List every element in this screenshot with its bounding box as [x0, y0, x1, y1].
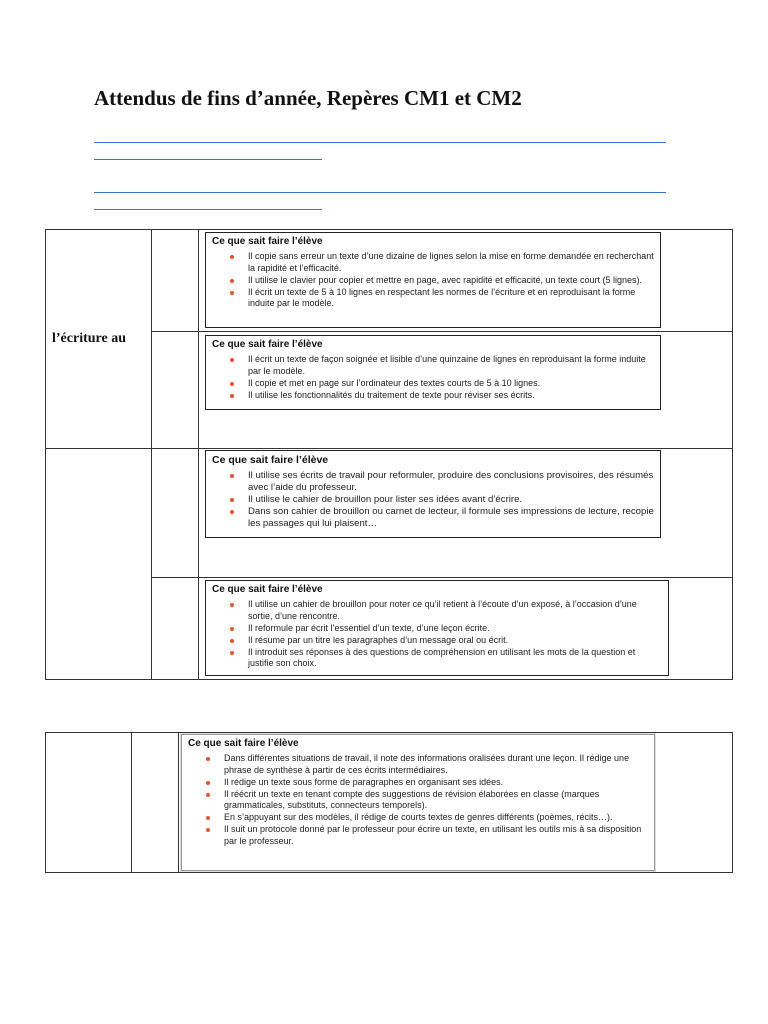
bullet-icon [230, 510, 234, 514]
list-item-text: Il utilise ses écrits de travail pour reformuler, produire des conclusions provisoires, des résumés avec l’aide du professeur. [248, 470, 654, 493]
list-item [202, 824, 648, 847]
list-item [202, 753, 648, 776]
bullet-icon [230, 651, 234, 655]
list-item-text: Il suit un protocole donné par le professeur pour écrire un texte, en utilisant les outils mis à sa disposition par le professeur. [224, 824, 642, 846]
list-item [226, 287, 654, 310]
list-item [226, 647, 662, 670]
list-item-text: Il résume par un titre les paragraphes d’un message oral ou écrit. [248, 634, 509, 645]
list-item-text: Il écrit un texte de façon soignée et lisible d’une quinzaine de lignes en reproduisant la forme induite par le modèle. [248, 354, 646, 376]
bullet-icon [230, 382, 234, 386]
bullet-icon [230, 279, 234, 283]
list-item-text: Il reformule par écrit l’essentiel d’un texte, d’une leçon écrite. [248, 622, 490, 633]
bullet-icon [206, 781, 210, 785]
table-cell [199, 230, 733, 332]
bullet-icon [230, 627, 234, 631]
list-item-text: Il réécrit un texte en tenant compte des suggestions de révision élaborées en classe (marques grammaticales, substituts, connecteurs temporels). [224, 788, 600, 810]
skill-list [188, 753, 648, 847]
list-item [226, 251, 654, 274]
list-item [226, 494, 654, 506]
skill-heading: Ce que sait faire l’élève [212, 236, 323, 247]
bullet-icon [230, 474, 234, 478]
skill-box [205, 580, 669, 676]
table-row [46, 733, 733, 873]
table-cell [152, 230, 199, 332]
list-item-text: Dans différentes situations de travail, il note des informations oralisées durant une leçon. Il rédige une phrase de synthèse à partir de ces écrits intermédiaires. [224, 753, 630, 775]
page-title: Attendus de fins d’année, Repères CM1 et CM2 [94, 86, 522, 110]
list-item [226, 378, 654, 390]
blank-link-line[interactable] [94, 209, 322, 210]
bullet-icon [206, 757, 210, 761]
list-item-text: Il utilise le cahier de brouillon pour lister ses idées avant d’écrire. [248, 494, 523, 506]
list-item-text: Il copie sans erreur un texte d’une dizaine de lignes selon la mise en forme demandée en recherchant la rapidité et l’efficacité. [248, 251, 654, 273]
list-item [226, 354, 654, 377]
table-cell [199, 332, 733, 449]
competency-table-2 [45, 732, 733, 873]
blank-link-line[interactable] [94, 192, 666, 193]
bullet-icon [230, 255, 234, 259]
bullet-icon [206, 793, 210, 797]
bullet-icon [230, 358, 234, 362]
skill-list [212, 470, 654, 530]
list-item-text: Il rédige un texte sous forme de paragraphes en organisant ses idées. [224, 776, 504, 787]
table-cell [179, 733, 733, 873]
list-item-text: Il copie et met en page sur l’ordinateur des textes courts de 5 à 10 lignes. [248, 377, 541, 388]
list-item-text: Dans son cahier de brouillon ou carnet de lecteur, il formule ses impressions de lecture, recopie les passages qui lui plaisent… [248, 506, 654, 530]
skill-box [205, 232, 661, 328]
list-item [226, 275, 654, 287]
bullet-icon [230, 603, 234, 607]
bullet-icon [230, 394, 234, 398]
list-item-text: Il utilise les fonctionnalités du traitement de texte pour réviser ses écrits. [248, 389, 535, 400]
list-item [226, 470, 654, 494]
list-item [226, 390, 654, 402]
list-item-text: Il écrit un texte de 5 à 10 lignes en respectant les normes de l’écriture et en reproduisant la forme induite par le modèle. [248, 286, 636, 308]
list-item-text: Il utilise un cahier de brouillon pour noter ce qu’il retient à l’écoute d’un exposé, à l’occasion d’une sortie, d’une rencontre. [248, 599, 637, 621]
bullet-icon [206, 816, 210, 820]
table-cell [152, 578, 199, 680]
list-item [226, 599, 662, 622]
blank-link-line[interactable] [94, 159, 322, 160]
bullet-icon [206, 828, 210, 832]
list-item [202, 777, 648, 789]
table-row [46, 230, 733, 332]
skill-heading: Ce que sait faire l’élève [188, 738, 299, 749]
table-cell [199, 578, 733, 680]
list-item [226, 623, 662, 635]
skill-list [212, 354, 654, 401]
blank-link-line[interactable] [94, 142, 666, 143]
skill-list [212, 251, 654, 310]
skill-box [181, 734, 655, 871]
skill-heading: Ce que sait faire l’élève [212, 584, 323, 595]
list-item [226, 635, 662, 647]
list-item [202, 789, 648, 812]
competency-table [45, 229, 733, 680]
row-label-cell [46, 230, 152, 449]
list-item [226, 506, 654, 530]
table-cell [46, 733, 132, 873]
table-cell [46, 449, 152, 680]
table-row [46, 449, 733, 578]
bullet-icon [230, 639, 234, 643]
bullet-icon [230, 291, 234, 295]
list-item-text: Il utilise le clavier pour copier et mettre en page, avec rapidité et efficacité, un texte court (5 lignes). [248, 274, 643, 285]
skill-box [205, 450, 661, 538]
list-item [202, 812, 648, 824]
skill-list [212, 599, 662, 670]
table-cell [152, 332, 199, 449]
table-cell [199, 449, 733, 578]
skill-box [205, 335, 661, 410]
list-item-text: En s’appuyant sur des modèles, il rédige de courts textes de genres différents (poèmes, récits…). [224, 812, 613, 822]
table-cell [132, 733, 179, 873]
row-label: l’écriture au [52, 331, 126, 346]
bullet-icon [230, 498, 234, 502]
skill-heading: Ce que sait faire l’élève [212, 454, 329, 466]
skill-heading: Ce que sait faire l’élève [212, 339, 323, 350]
table-cell [152, 449, 199, 578]
list-item-text: Il introduit ses réponses à des questions de compréhension en utilisant les mots de la question et justifie son choix. [248, 646, 636, 668]
